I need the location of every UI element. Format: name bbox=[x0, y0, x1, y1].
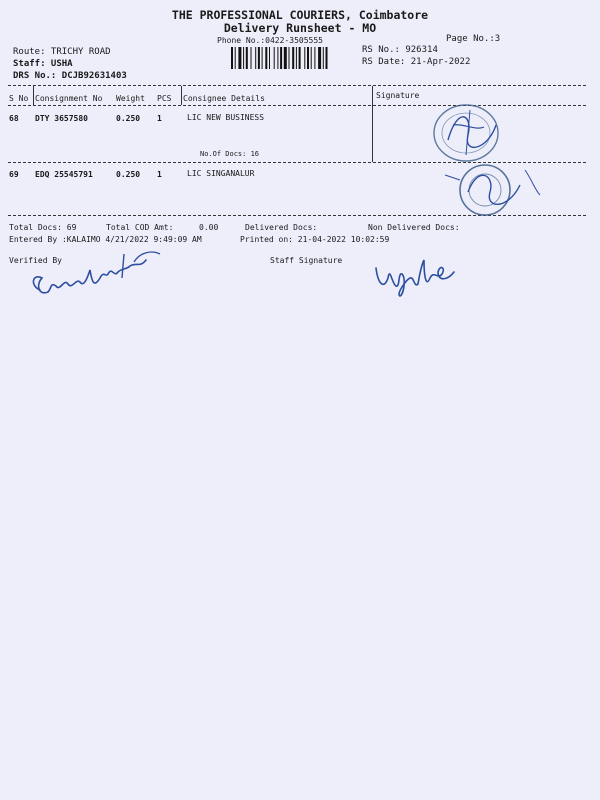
rs-number: RS No.: 926314 bbox=[362, 45, 438, 55]
row-pcs: 1 bbox=[157, 114, 162, 123]
route: Route: TRICHY ROAD bbox=[13, 47, 111, 57]
row-pcs: 1 bbox=[157, 170, 162, 179]
staff: Staff: USHA bbox=[13, 59, 73, 69]
signature-stamp-2 bbox=[440, 160, 550, 220]
table-top-rule bbox=[8, 85, 586, 86]
staff-signature bbox=[370, 254, 460, 299]
col-header-consignment: Consignment No bbox=[35, 94, 103, 103]
col-header-weight: Weight bbox=[116, 94, 145, 103]
col-divider bbox=[181, 86, 182, 105]
row-sno: 68 bbox=[9, 114, 19, 123]
page-number: Page No.:3 bbox=[446, 34, 501, 44]
drs-value: DCJB92631403 bbox=[61, 71, 127, 81]
col-divider bbox=[372, 86, 373, 162]
non-delivered-docs: Non Delivered Docs: bbox=[368, 223, 460, 232]
drs-label: DRS No.: bbox=[13, 71, 57, 81]
total-cod-value: 0.00 bbox=[199, 223, 219, 232]
col-header-consignee: Consignee Details bbox=[183, 94, 265, 103]
col-header-sno: S No bbox=[9, 94, 29, 103]
signature-stamp-1 bbox=[418, 95, 508, 170]
row-consignee: LIC SINGANALUR bbox=[187, 169, 255, 178]
company-name: THE PROFESSIONAL COURIERS, Coimbatore bbox=[171, 8, 429, 22]
row-weight: 0.250 bbox=[116, 114, 141, 123]
col-divider bbox=[33, 86, 34, 105]
entered-by: Entered By :KALAIMO 4/21/2022 9:49:09 AM bbox=[9, 235, 202, 244]
rs-date: RS Date: 21-Apr-2022 bbox=[362, 57, 471, 67]
staff-signature-label: Staff Signature bbox=[270, 256, 343, 265]
row-consignee: LIC NEW BUSINESS bbox=[187, 113, 265, 122]
barcode bbox=[231, 47, 353, 69]
row-consignment: DTY 3657580 bbox=[35, 114, 88, 123]
printed-on: Printed on: 21-04-2022 10:02:59 bbox=[240, 235, 390, 244]
col-header-signature: Signature bbox=[376, 91, 420, 100]
row-consignment: EDQ 25545791 bbox=[35, 170, 93, 179]
phone-number: Phone No.:0422-3505555 bbox=[217, 36, 323, 45]
total-cod-label: Total COD Amt: bbox=[106, 223, 174, 232]
verifier-signature bbox=[28, 248, 168, 306]
row-weight: 0.250 bbox=[116, 170, 141, 179]
verified-by-label: Verified By bbox=[9, 256, 62, 265]
total-docs: Total Docs: 69 bbox=[9, 223, 77, 232]
row-sno: 69 bbox=[9, 170, 19, 179]
col-header-pcs: PCS bbox=[157, 94, 172, 103]
drs-number bbox=[13, 71, 127, 81]
delivered-docs: Delivered Docs: bbox=[245, 223, 318, 232]
document-title: Delivery Runsheet - MO bbox=[223, 21, 377, 35]
row-doc-count: No.Of Docs: 16 bbox=[200, 150, 260, 158]
